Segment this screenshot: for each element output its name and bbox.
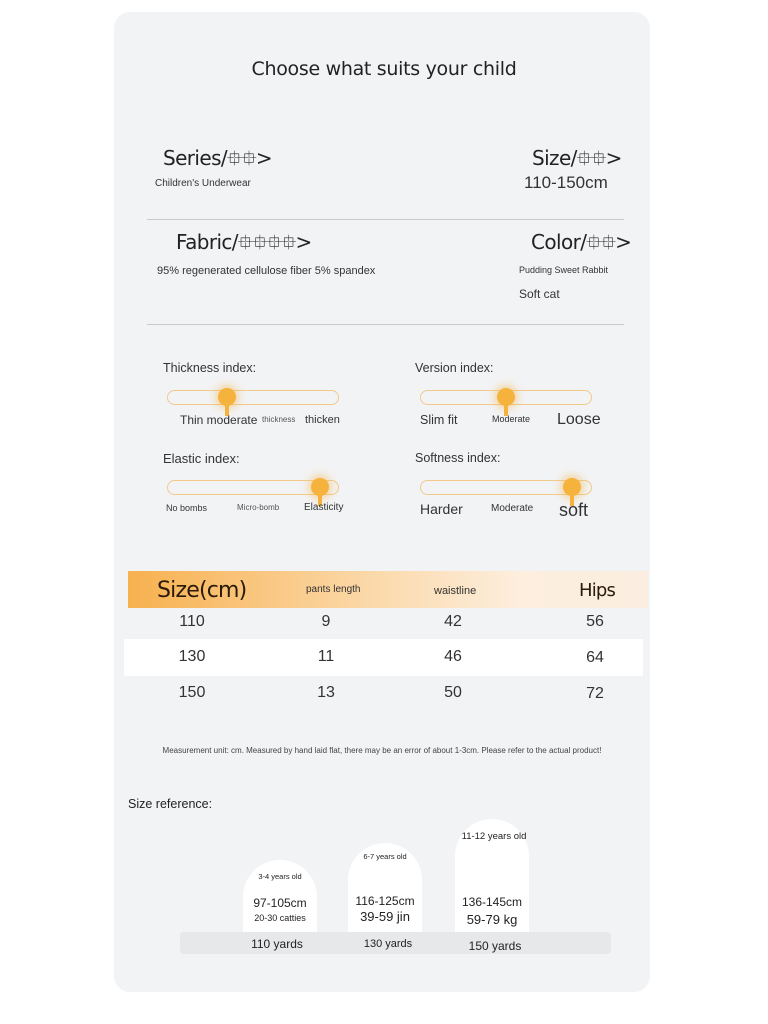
size-table-header-size: Size(cm)	[157, 578, 247, 603]
softness-option-1: Harder	[420, 501, 463, 517]
table-cell: 130	[178, 648, 206, 665]
table-cell: 9	[321, 613, 331, 630]
size-ref-weight-2: 39-59 jin	[360, 909, 410, 924]
size-ref-height-1: 97-105cm	[253, 896, 307, 910]
fabric-label: Fabric/⯐⯐⯐⯐>	[176, 230, 312, 254]
table-cell: 13	[317, 684, 335, 701]
thickness-option-2: thickness	[262, 415, 296, 424]
size-ref-weight-3: 59-79 kg	[466, 912, 518, 927]
size-table-header-pants-length: pants length	[306, 584, 361, 595]
series-value: Children's Underwear	[155, 178, 251, 189]
softness-option-2: Moderate	[491, 503, 534, 514]
color-label: Color/⯐⯐>	[531, 230, 632, 254]
size-ref-yards-1: 110 yards	[251, 937, 303, 951]
size-ref-height-3: 136-145cm	[461, 895, 523, 909]
elastic-option-1: No bombs	[166, 503, 208, 513]
softness-index-label: Softness index:	[415, 451, 501, 465]
thickness-index-track	[167, 390, 339, 405]
softness-option-3: soft	[559, 500, 589, 520]
thickness-option-1: Thin moderate	[180, 413, 258, 427]
page-title: Choose what suits your child	[251, 58, 517, 80]
table-cell: 56	[586, 613, 604, 630]
size-ref-age-3: 11-12 years old	[461, 831, 527, 842]
size-ref-yards-2: 130 yards	[363, 938, 413, 950]
color-option-2: Soft cat	[519, 287, 560, 301]
series-label: Series/⯐⯐>	[163, 146, 273, 170]
fabric-value: 95% regenerated cellulose fiber 5% spandex	[157, 265, 376, 277]
color-option-1: Pudding Sweet Rabbit	[519, 265, 609, 275]
size-ref-weight-1: 20-30 catties	[254, 913, 306, 923]
size-table-header-waistline: waistline	[434, 585, 477, 597]
table-cell: 50	[444, 684, 462, 701]
table-cell: 150	[178, 684, 206, 701]
table-cell: 110	[179, 613, 205, 630]
size-ref-yards-3: 150 yards	[468, 939, 522, 953]
elastic-option-2: Micro-bomb	[237, 503, 280, 512]
version-index-label: Version index:	[415, 361, 494, 375]
size-ref-height-2: 116-125cm	[355, 894, 415, 908]
size-value: 110-150cm	[524, 173, 608, 192]
version-option-2: Moderate	[492, 414, 531, 424]
size-ref-age-2: 6-7 years old	[363, 852, 407, 861]
table-cell: 11	[317, 648, 335, 665]
thickness-index-label: Thickness index:	[163, 361, 257, 375]
divider	[147, 219, 624, 220]
table-cell: 46	[444, 648, 462, 665]
elastic-option-3: Elasticity	[304, 502, 344, 513]
size-label: Size/⯐⯐>	[532, 146, 622, 170]
size-reference-label: Size reference:	[128, 797, 213, 811]
table-cell: 42	[444, 613, 462, 630]
size-table-header-hips: Hips	[579, 580, 616, 601]
thickness-option-3: thicken	[305, 414, 340, 426]
table-cell: 72	[586, 685, 604, 702]
measurement-note: Measurement unit: cm. Measured by hand laid flat, there may be an error of about 1-3cm. Please refer to the actual product!	[162, 746, 602, 755]
table-cell: 64	[586, 649, 604, 666]
divider	[147, 324, 624, 325]
version-option-3: Loose	[557, 411, 601, 428]
size-ref-age-1: 3-4 years old	[258, 872, 302, 881]
elastic-index-label: Elastic index:	[163, 451, 240, 466]
version-option-1: Slim fit	[420, 413, 458, 427]
